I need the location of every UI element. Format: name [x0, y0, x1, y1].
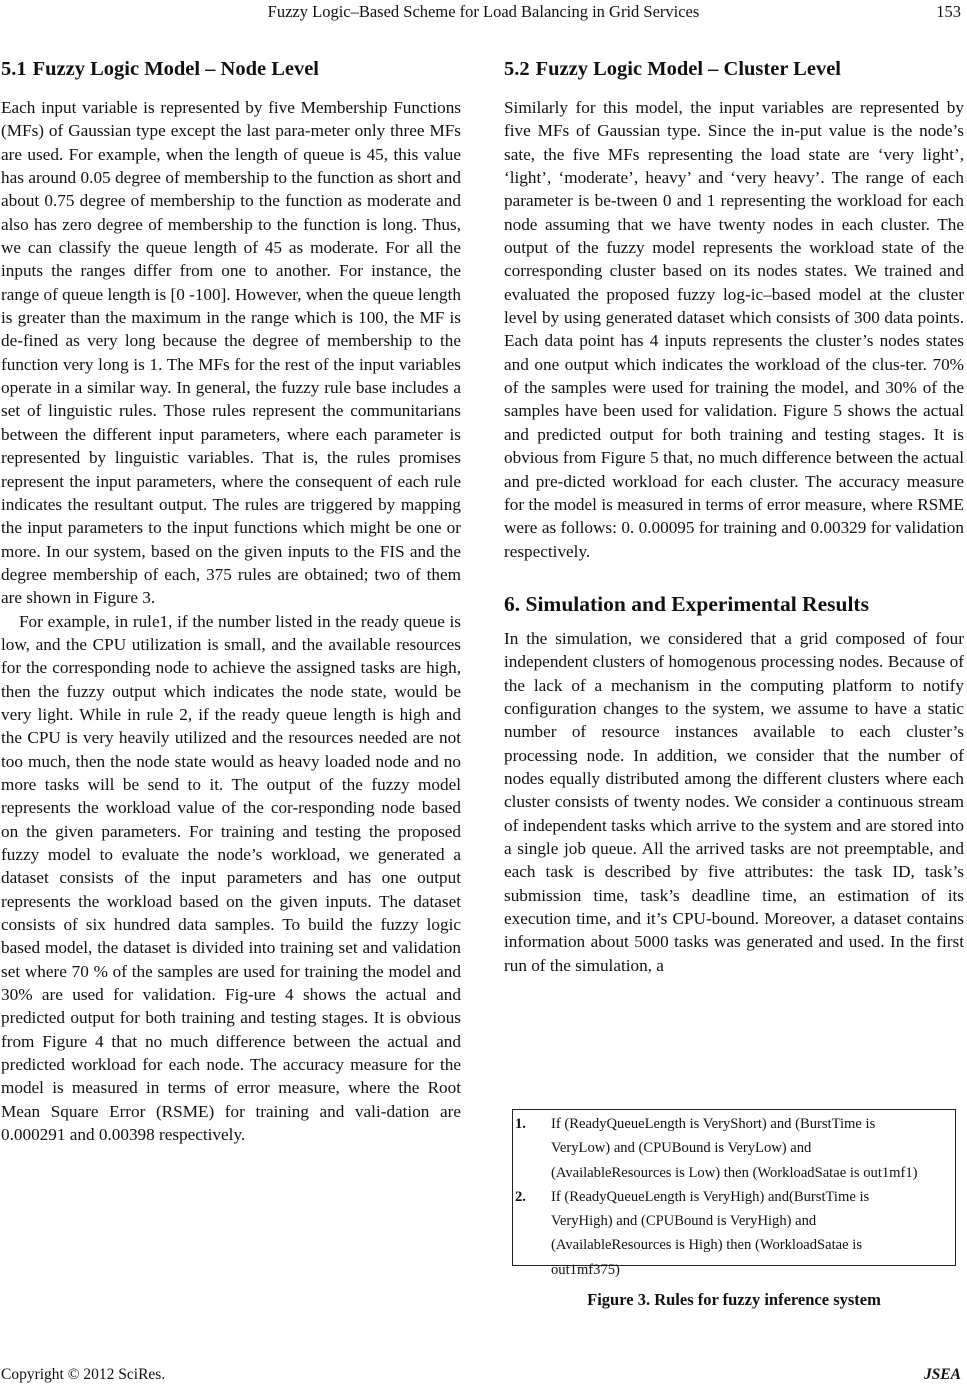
- paragraph: Similarly for this model, the input variables are represented by five MFs of Gaussian type. Since the in-put value is the node’s sate, the five MFs representing the load state are ‘very light’, ‘light’, ‘moderate’, heavy’ and ‘very heavy’. The range of each parameter is be-tween 0 and 1 representing the workload for each node assuming that we have twenty nodes in each cluster. The output of the fuzzy model represents the workload state of the corresponding cluster based on its nodes states. We trained and evaluated the proposed fuzzy log-ic–based model at the cluster level by using generated dataset which consists of 300 data points. Each data point has 4 inputs represents the cluster’s nodes states and one output which indicates the workload of the clus-ter. 70% of the samples were used for training the model, and 30% of the samples have been used for validation. Figure 5 shows the actual and predicted output for both training and testing stages. It is obvious from Figure 5 that, no much difference between the actual and pre-dicted workload for each cluster. The accuracy measure for the model is measured in terms of error measure, where RSME were as follows: 0. 0.00095 for training and 0.00329 for validation respectively.: [504, 98, 964, 561]
- figure-3-rules-box: [512, 1109, 956, 1278]
- rule-item: [515, 1112, 951, 1185]
- right-column: [504, 56, 964, 977]
- paragraph: In the simulation, we considered that a grid composed of four independent clusters of homogenous processing nodes. Because of the lack of a mechanism in the computing platform to notify configuration changes to the system, we assume to have a static number of resource instances available to each cluster’s processing node. In addition, we consider that the number of nodes equally distributed among the different clusters where each cluster consists of twenty nodes. We consider a continuous stream of independent tasks which arrive to the system and are stored into a single job queue. All the arrived tasks are not preemptable, and each task is described by five attributes: the task ID, task’s submission time, task’s deadline time, an estimation of its execution time, and it’s CPU-bound. Moreover, a dataset contains information about 5000 tasks was generated and used. In the first run of the simulation, a: [504, 628, 964, 975]
- running-title: Fuzzy Logic–Based Scheme for Load Balancing in Grid Services: [267, 2, 700, 21]
- section-title: Fuzzy Logic Model – Node Level: [32, 58, 320, 80]
- footer-copyright: Copyright © 2012 SciRes.: [1, 1366, 166, 1383]
- rule-text: If (ReadyQueueLength is VeryShort) and (BurstTime is VeryLow) and (CPUBound is VeryLow) and (AvailableResources is Low) then (WorkloadSatae is out1mf1): [551, 1116, 918, 1181]
- rule-number: 2.: [515, 1188, 526, 1205]
- left-column: [1, 56, 461, 1146]
- section-5-1-heading: [1, 56, 461, 82]
- page-number: 153: [936, 2, 961, 21]
- paragraph: For example, in rule1, if the number listed in the ready queue is low, and the CPU utilization is small, and the available resources for the corresponding node to achieve the assigned tasks are high, then the fuzzy output which indicates the node state, would be very light. While in rule 2, if the ready queue length is high and the CPU is very heavily utilized and the resources needed are not too much, then the node state would as heavy loaded node and no more tasks will be send to it. The output of the fuzzy model represents the workload value of the cor-responding node based on the given parameters. For training and testing the proposed fuzzy model to evaluate the node’s workload, we generated a dataset consists of the input parameters and has one output represents the workload based on the given inputs. The dataset consists of six hundred data samples. To build the fuzzy logic based model, the dataset is divided into training set and validation set where 70 % of the samples are used for training the model and 30% are used for validation. Fig-ure 4 shows the actual and predicted output for both training and testing stages. It is obvious from Figure 4 that no much difference between the actual and predicted workload for each node. The accuracy measure for the model is measured in terms of error measure, where the Root Mean Square Error (RSME) for training and vali-dation are 0.000291 and 0.00398 respectively.: [1, 611, 461, 1145]
- section-number: 5.2: [504, 58, 530, 80]
- paragraph: Each input variable is represented by five Membership Functions (MFs) of Gaussian type except the last para-meter only three MFs are used. For example, when the length of queue is 45, this value has around 0.05 degree of membership to the function as short and about 0.75 degree of membership to the function as moderate and also has zero degree of membership to the function is long. Thus, we can classify the queue length of 45 as moderate. For all the inputs the ranges differ from one to another. For instance, the range of queue length is [0 -100]. However, when the queue length is greater than the maximum in the range which is 100, the MF is de-fined as very long because the degree of membership to the function very long is 1. The MFs for the rest of the input variables operate in a similar way. In general, the fuzzy rule base includes a set of linguistic rules. Those rules represent the communitarians between the different input parameters, where each parameter is represented by linguistic variables. That is, the rules promises represent the input parameters, where the consequent of each rule indicates the resultant output. The rules are triggered by mapping the input parameters to the input functions which might be one or more. In our system, based on the given inputs to the FIS and the degree membership of each, 375 rules are obtained; two of them are shown in Figure 3.: [1, 98, 461, 608]
- section-number: 5.1: [1, 58, 27, 80]
- figure-3-caption: Figure 3. Rules for fuzzy inference system: [587, 1290, 881, 1309]
- section-title: Fuzzy Logic Model – Cluster Level: [535, 58, 841, 80]
- rule-text: If (ReadyQueueLength is VeryHigh) and(BurstTime is VeryHigh) and (CPUBound is VeryHigh) and (AvailableResources is High) then (WorkloadSatae is out1mf375): [551, 1188, 870, 1278]
- section-5-2-heading: [504, 56, 964, 82]
- section-6-heading: 6. Simulation and Experimental Results: [504, 591, 869, 616]
- rule-item: [515, 1185, 951, 1282]
- running-header: [0, 0, 967, 24]
- footer-journal: JSEA: [923, 1366, 961, 1383]
- rule-number: 1.: [515, 1116, 526, 1132]
